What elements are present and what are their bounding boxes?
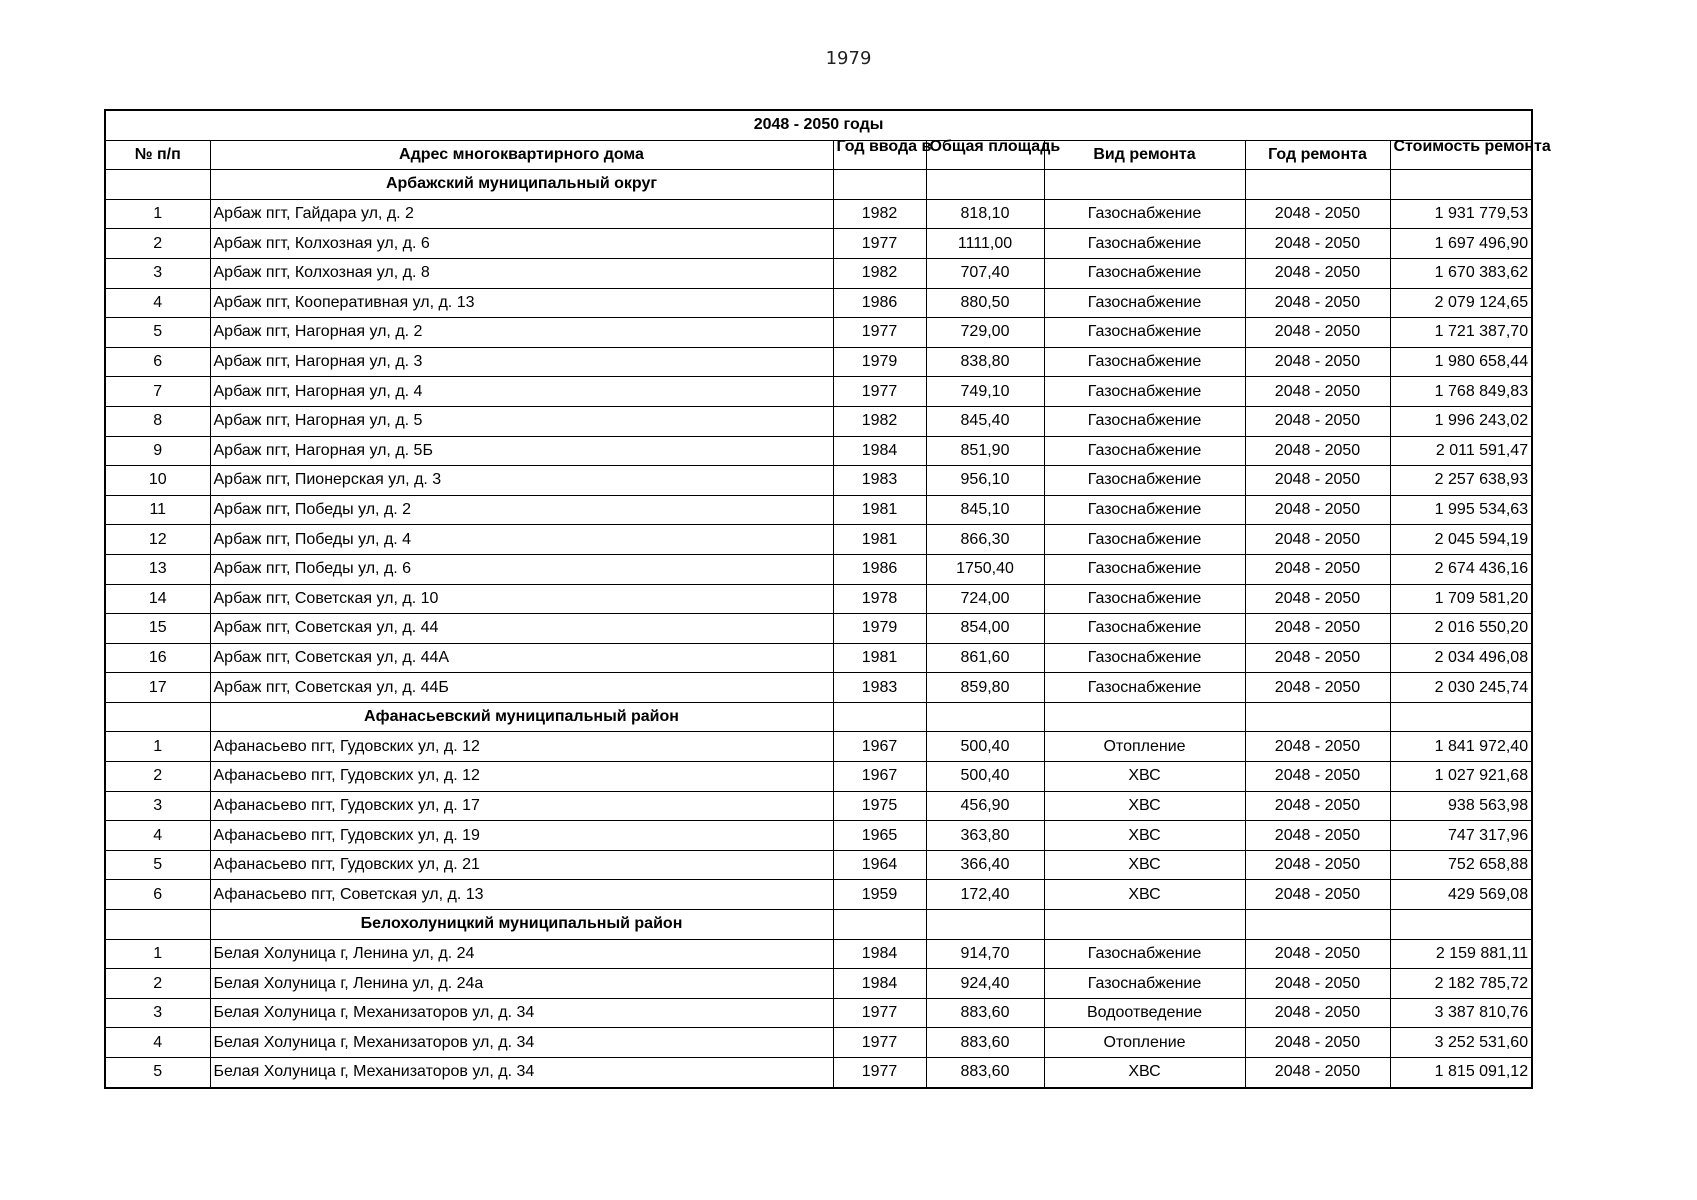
repair-type-cell: ХВС bbox=[1044, 1058, 1245, 1088]
table-row bbox=[105, 614, 1532, 644]
address-cell: Арбаж пгт, Советская ул, д. 44Б bbox=[210, 673, 833, 703]
empty-cell bbox=[833, 170, 926, 200]
year-built-cell: 1977 bbox=[833, 998, 926, 1028]
area-cell: 818,10 bbox=[926, 199, 1044, 229]
cost-cell: 3 387 810,76 bbox=[1390, 998, 1532, 1028]
area-cell: 1111,00 bbox=[926, 229, 1044, 259]
empty-cell bbox=[1245, 702, 1390, 732]
table-row bbox=[105, 495, 1532, 525]
area-cell: 1750,40 bbox=[926, 554, 1044, 584]
column-header-row bbox=[105, 140, 1532, 170]
row-number: 15 bbox=[105, 614, 210, 644]
row-number: 9 bbox=[105, 436, 210, 466]
row-number: 2 bbox=[105, 969, 210, 999]
row-number: 6 bbox=[105, 347, 210, 377]
area-cell: 172,40 bbox=[926, 880, 1044, 910]
address-cell: Арбаж пгт, Колхозная ул, д. 6 bbox=[210, 229, 833, 259]
empty-cell bbox=[105, 910, 210, 940]
repair-year-cell: 2048 - 2050 bbox=[1245, 643, 1390, 673]
repair-year-cell: 2048 - 2050 bbox=[1245, 762, 1390, 792]
address-cell: Арбаж пгт, Нагорная ул, д. 5 bbox=[210, 406, 833, 436]
year-built-cell: 1977 bbox=[833, 377, 926, 407]
repair-type-cell: Газоснабжение bbox=[1044, 318, 1245, 348]
address-cell: Арбаж пгт, Победы ул, д. 4 bbox=[210, 525, 833, 555]
row-number: 3 bbox=[105, 258, 210, 288]
year-built-cell: 1986 bbox=[833, 288, 926, 318]
year-built-cell: 1981 bbox=[833, 643, 926, 673]
empty-cell bbox=[1245, 910, 1390, 940]
empty-cell bbox=[1044, 910, 1245, 940]
table-row bbox=[105, 406, 1532, 436]
period-title: 2048 - 2050 годы bbox=[105, 110, 1532, 140]
address-cell: Белая Холуница г, Ленина ул, д. 24 bbox=[210, 939, 833, 969]
area-cell: 914,70 bbox=[926, 939, 1044, 969]
cost-cell: 1 841 972,40 bbox=[1390, 732, 1532, 762]
repair-type-cell: Газоснабжение bbox=[1044, 525, 1245, 555]
repair-type-cell: Газоснабжение bbox=[1044, 377, 1245, 407]
repair-year-cell: 2048 - 2050 bbox=[1245, 347, 1390, 377]
group-header-row bbox=[105, 910, 1532, 940]
address-cell: Арбаж пгт, Нагорная ул, д. 2 bbox=[210, 318, 833, 348]
address-cell: Афанасьево пгт, Гудовских ул, д. 12 bbox=[210, 732, 833, 762]
address-cell: Арбаж пгт, Кооперативная ул, д. 13 bbox=[210, 288, 833, 318]
table-row bbox=[105, 998, 1532, 1028]
cost-cell: 3 252 531,60 bbox=[1390, 1028, 1532, 1058]
address-cell: Арбаж пгт, Колхозная ул, д. 8 bbox=[210, 258, 833, 288]
table-row bbox=[105, 318, 1532, 348]
row-number: 5 bbox=[105, 1058, 210, 1088]
empty-cell bbox=[1390, 910, 1532, 940]
row-number: 1 bbox=[105, 939, 210, 969]
cost-cell: 1 670 383,62 bbox=[1390, 258, 1532, 288]
year-built-cell: 1977 bbox=[833, 318, 926, 348]
row-number: 3 bbox=[105, 791, 210, 821]
table-row bbox=[105, 525, 1532, 555]
row-number: 5 bbox=[105, 850, 210, 880]
cost-cell: 2 257 638,93 bbox=[1390, 466, 1532, 496]
row-number: 6 bbox=[105, 880, 210, 910]
empty-cell bbox=[926, 910, 1044, 940]
header-repair-type: Вид ремонта bbox=[1044, 140, 1245, 170]
row-number: 11 bbox=[105, 495, 210, 525]
year-built-cell: 1982 bbox=[833, 406, 926, 436]
group-title: Арбажский муниципальный округ bbox=[210, 170, 833, 200]
repair-year-cell: 2048 - 2050 bbox=[1245, 554, 1390, 584]
address-cell: Белая Холуница г, Механизаторов ул, д. 34 bbox=[210, 1058, 833, 1088]
empty-cell bbox=[1390, 702, 1532, 732]
area-cell: 861,60 bbox=[926, 643, 1044, 673]
repair-type-cell: ХВС bbox=[1044, 762, 1245, 792]
group-header-row bbox=[105, 702, 1532, 732]
group-title: Афанасьевский муниципальный район bbox=[210, 702, 833, 732]
table-row bbox=[105, 643, 1532, 673]
cost-cell: 938 563,98 bbox=[1390, 791, 1532, 821]
table-row bbox=[105, 850, 1532, 880]
repair-year-cell: 2048 - 2050 bbox=[1245, 288, 1390, 318]
row-number: 4 bbox=[105, 1028, 210, 1058]
repair-type-cell: ХВС bbox=[1044, 850, 1245, 880]
year-built-cell: 1982 bbox=[833, 258, 926, 288]
table-row bbox=[105, 969, 1532, 999]
repair-year-cell: 2048 - 2050 bbox=[1245, 377, 1390, 407]
row-number: 13 bbox=[105, 554, 210, 584]
table-row bbox=[105, 939, 1532, 969]
header-number: № п/п bbox=[105, 140, 210, 170]
header-year-built: Год ввода в bbox=[833, 140, 926, 170]
year-built-cell: 1984 bbox=[833, 939, 926, 969]
cost-cell: 2 159 881,11 bbox=[1390, 939, 1532, 969]
repair-type-cell: Отопление bbox=[1044, 1028, 1245, 1058]
address-cell: Афанасьево пгт, Гудовских ул, д. 17 bbox=[210, 791, 833, 821]
area-cell: 883,60 bbox=[926, 1058, 1044, 1088]
repair-year-cell: 2048 - 2050 bbox=[1245, 199, 1390, 229]
repair-year-cell: 2048 - 2050 bbox=[1245, 466, 1390, 496]
area-cell: 883,60 bbox=[926, 998, 1044, 1028]
address-cell: Белая Холуница г, Механизаторов ул, д. 34 bbox=[210, 1028, 833, 1058]
area-cell: 859,80 bbox=[926, 673, 1044, 703]
empty-cell bbox=[105, 702, 210, 732]
year-built-cell: 1977 bbox=[833, 229, 926, 259]
empty-cell bbox=[926, 170, 1044, 200]
repair-schedule-table bbox=[104, 109, 1551, 1089]
year-built-cell: 1983 bbox=[833, 466, 926, 496]
table-row bbox=[105, 229, 1532, 259]
area-cell: 838,80 bbox=[926, 347, 1044, 377]
table-row bbox=[105, 1028, 1532, 1058]
year-built-cell: 1967 bbox=[833, 762, 926, 792]
table-row bbox=[105, 554, 1532, 584]
address-cell: Арбаж пгт, Нагорная ул, д. 5Б bbox=[210, 436, 833, 466]
year-built-cell: 1959 bbox=[833, 880, 926, 910]
repair-type-cell: Газоснабжение bbox=[1044, 288, 1245, 318]
area-cell: 956,10 bbox=[926, 466, 1044, 496]
table-row bbox=[105, 762, 1532, 792]
repair-year-cell: 2048 - 2050 bbox=[1245, 969, 1390, 999]
repair-year-cell: 2048 - 2050 bbox=[1245, 673, 1390, 703]
repair-year-cell: 2048 - 2050 bbox=[1245, 1058, 1390, 1088]
cost-cell: 2 182 785,72 bbox=[1390, 969, 1532, 999]
page-number: 1979 bbox=[825, 48, 872, 69]
table-row bbox=[105, 673, 1532, 703]
empty-cell bbox=[1245, 170, 1390, 200]
repair-type-cell: Газоснабжение bbox=[1044, 614, 1245, 644]
repair-year-cell: 2048 - 2050 bbox=[1245, 821, 1390, 851]
cost-cell: 2 034 496,08 bbox=[1390, 643, 1532, 673]
repair-type-cell: Газоснабжение bbox=[1044, 406, 1245, 436]
table-row bbox=[105, 258, 1532, 288]
table-row bbox=[105, 821, 1532, 851]
repair-type-cell: Газоснабжение bbox=[1044, 229, 1245, 259]
repair-type-cell: ХВС bbox=[1044, 791, 1245, 821]
year-built-cell: 1965 bbox=[833, 821, 926, 851]
repair-year-cell: 2048 - 2050 bbox=[1245, 998, 1390, 1028]
area-cell: 880,50 bbox=[926, 288, 1044, 318]
area-cell: 707,40 bbox=[926, 258, 1044, 288]
repair-year-cell: 2048 - 2050 bbox=[1245, 495, 1390, 525]
year-built-cell: 1975 bbox=[833, 791, 926, 821]
year-built-cell: 1981 bbox=[833, 525, 926, 555]
cost-cell: 2 011 591,47 bbox=[1390, 436, 1532, 466]
table-row bbox=[105, 791, 1532, 821]
address-cell: Арбаж пгт, Пионерская ул, д. 3 bbox=[210, 466, 833, 496]
address-cell: Арбаж пгт, Победы ул, д. 6 bbox=[210, 554, 833, 584]
cost-cell: 1 709 581,20 bbox=[1390, 584, 1532, 614]
area-cell: 724,00 bbox=[926, 584, 1044, 614]
year-built-cell: 1984 bbox=[833, 436, 926, 466]
cost-cell: 2 674 436,16 bbox=[1390, 554, 1532, 584]
cost-cell: 747 317,96 bbox=[1390, 821, 1532, 851]
repair-type-cell: Газоснабжение bbox=[1044, 466, 1245, 496]
repair-year-cell: 2048 - 2050 bbox=[1245, 880, 1390, 910]
area-cell: 883,60 bbox=[926, 1028, 1044, 1058]
address-cell: Арбаж пгт, Нагорная ул, д. 4 bbox=[210, 377, 833, 407]
cost-cell: 1 027 921,68 bbox=[1390, 762, 1532, 792]
row-number: 3 bbox=[105, 998, 210, 1028]
address-cell: Афанасьево пгт, Советская ул, д. 13 bbox=[210, 880, 833, 910]
empty-cell bbox=[1044, 702, 1245, 732]
repair-year-cell: 2048 - 2050 bbox=[1245, 525, 1390, 555]
repair-type-cell: Газоснабжение bbox=[1044, 258, 1245, 288]
year-built-cell: 1983 bbox=[833, 673, 926, 703]
repair-year-cell: 2048 - 2050 bbox=[1245, 732, 1390, 762]
row-number: 17 bbox=[105, 673, 210, 703]
area-cell: 924,40 bbox=[926, 969, 1044, 999]
row-number: 2 bbox=[105, 762, 210, 792]
repair-type-cell: Газоснабжение bbox=[1044, 347, 1245, 377]
repair-type-cell: Газоснабжение bbox=[1044, 939, 1245, 969]
year-built-cell: 1984 bbox=[833, 969, 926, 999]
repair-type-cell: Газоснабжение bbox=[1044, 584, 1245, 614]
empty-cell bbox=[833, 702, 926, 732]
area-cell: 456,90 bbox=[926, 791, 1044, 821]
year-built-cell: 1981 bbox=[833, 495, 926, 525]
repair-type-cell: Газоснабжение bbox=[1044, 199, 1245, 229]
address-cell: Арбаж пгт, Победы ул, д. 2 bbox=[210, 495, 833, 525]
header-repair-year: Год ремонта bbox=[1245, 140, 1390, 170]
repair-year-cell: 2048 - 2050 bbox=[1245, 850, 1390, 880]
row-number: 5 bbox=[105, 318, 210, 348]
repair-type-cell: Газоснабжение bbox=[1044, 673, 1245, 703]
area-cell: 749,10 bbox=[926, 377, 1044, 407]
address-cell: Арбаж пгт, Советская ул, д. 44 bbox=[210, 614, 833, 644]
row-number: 16 bbox=[105, 643, 210, 673]
address-cell: Белая Холуница г, Ленина ул, д. 24а bbox=[210, 969, 833, 999]
cost-cell: 1 931 779,53 bbox=[1390, 199, 1532, 229]
group-header-row bbox=[105, 170, 1532, 200]
table-row bbox=[105, 466, 1532, 496]
area-cell: 866,30 bbox=[926, 525, 1044, 555]
year-built-cell: 1978 bbox=[833, 584, 926, 614]
row-number: 4 bbox=[105, 288, 210, 318]
repair-year-cell: 2048 - 2050 bbox=[1245, 1028, 1390, 1058]
repair-type-cell: Газоснабжение bbox=[1044, 495, 1245, 525]
row-number: 10 bbox=[105, 466, 210, 496]
repair-year-cell: 2048 - 2050 bbox=[1245, 406, 1390, 436]
repair-type-cell: Отопление bbox=[1044, 732, 1245, 762]
year-built-cell: 1986 bbox=[833, 554, 926, 584]
address-cell: Афанасьево пгт, Гудовских ул, д. 21 bbox=[210, 850, 833, 880]
cost-cell: 2 016 550,20 bbox=[1390, 614, 1532, 644]
row-number: 7 bbox=[105, 377, 210, 407]
year-built-cell: 1982 bbox=[833, 199, 926, 229]
repair-year-cell: 2048 - 2050 bbox=[1245, 939, 1390, 969]
table-row bbox=[105, 1058, 1532, 1088]
row-number: 1 bbox=[105, 199, 210, 229]
cost-cell: 1 995 534,63 bbox=[1390, 495, 1532, 525]
year-built-cell: 1977 bbox=[833, 1028, 926, 1058]
cost-cell: 2 079 124,65 bbox=[1390, 288, 1532, 318]
row-number: 8 bbox=[105, 406, 210, 436]
table-row bbox=[105, 288, 1532, 318]
year-built-cell: 1979 bbox=[833, 614, 926, 644]
repair-type-cell: ХВС bbox=[1044, 880, 1245, 910]
address-cell: Арбаж пгт, Гайдара ул, д. 2 bbox=[210, 199, 833, 229]
address-cell: Афанасьево пгт, Гудовских ул, д. 19 bbox=[210, 821, 833, 851]
table-row bbox=[105, 199, 1532, 229]
cost-cell: 1 980 658,44 bbox=[1390, 347, 1532, 377]
cost-cell: 1 996 243,02 bbox=[1390, 406, 1532, 436]
cost-cell: 429 569,08 bbox=[1390, 880, 1532, 910]
address-cell: Афанасьево пгт, Гудовских ул, д. 12 bbox=[210, 762, 833, 792]
table-row bbox=[105, 377, 1532, 407]
address-cell: Белая Холуница г, Механизаторов ул, д. 34 bbox=[210, 998, 833, 1028]
cost-cell: 2 030 245,74 bbox=[1390, 673, 1532, 703]
header-area: Общая площадь bbox=[926, 140, 1044, 170]
period-header-row bbox=[105, 110, 1532, 140]
cost-cell: 752 658,88 bbox=[1390, 850, 1532, 880]
header-address: Адрес многоквартирного дома bbox=[210, 140, 833, 170]
area-cell: 366,40 bbox=[926, 850, 1044, 880]
row-number: 2 bbox=[105, 229, 210, 259]
table-row bbox=[105, 880, 1532, 910]
year-built-cell: 1977 bbox=[833, 1058, 926, 1088]
area-cell: 500,40 bbox=[926, 762, 1044, 792]
row-number: 14 bbox=[105, 584, 210, 614]
table-row bbox=[105, 436, 1532, 466]
repair-year-cell: 2048 - 2050 bbox=[1245, 318, 1390, 348]
repair-type-cell: Газоснабжение bbox=[1044, 436, 1245, 466]
cost-cell: 1 768 849,83 bbox=[1390, 377, 1532, 407]
empty-cell bbox=[1390, 170, 1532, 200]
repair-type-cell: Газоснабжение bbox=[1044, 554, 1245, 584]
repair-year-cell: 2048 - 2050 bbox=[1245, 258, 1390, 288]
empty-cell bbox=[833, 910, 926, 940]
table-row bbox=[105, 347, 1532, 377]
cost-cell: 2 045 594,19 bbox=[1390, 525, 1532, 555]
cost-cell: 1 721 387,70 bbox=[1390, 318, 1532, 348]
repair-year-cell: 2048 - 2050 bbox=[1245, 229, 1390, 259]
cost-cell: 1 697 496,90 bbox=[1390, 229, 1532, 259]
year-built-cell: 1967 bbox=[833, 732, 926, 762]
repair-type-cell: ХВС bbox=[1044, 821, 1245, 851]
cost-cell: 1 815 091,12 bbox=[1390, 1058, 1532, 1088]
repair-type-cell: Газоснабжение bbox=[1044, 969, 1245, 999]
repair-year-cell: 2048 - 2050 bbox=[1245, 614, 1390, 644]
repair-type-cell: Водоотведение bbox=[1044, 998, 1245, 1028]
area-cell: 729,00 bbox=[926, 318, 1044, 348]
address-cell: Арбаж пгт, Советская ул, д. 44А bbox=[210, 643, 833, 673]
repair-type-cell: Газоснабжение bbox=[1044, 643, 1245, 673]
empty-cell bbox=[105, 170, 210, 200]
row-number: 4 bbox=[105, 821, 210, 851]
area-cell: 500,40 bbox=[926, 732, 1044, 762]
year-built-cell: 1964 bbox=[833, 850, 926, 880]
area-cell: 845,10 bbox=[926, 495, 1044, 525]
address-cell: Арбаж пгт, Нагорная ул, д. 3 bbox=[210, 347, 833, 377]
repair-year-cell: 2048 - 2050 bbox=[1245, 791, 1390, 821]
area-cell: 854,00 bbox=[926, 614, 1044, 644]
year-built-cell: 1979 bbox=[833, 347, 926, 377]
empty-cell bbox=[926, 702, 1044, 732]
table-row bbox=[105, 732, 1532, 762]
address-cell: Арбаж пгт, Советская ул, д. 10 bbox=[210, 584, 833, 614]
row-number: 12 bbox=[105, 525, 210, 555]
header-cost: Стоимость ремонта bbox=[1390, 140, 1532, 170]
repair-year-cell: 2048 - 2050 bbox=[1245, 584, 1390, 614]
empty-cell bbox=[1044, 170, 1245, 200]
row-number: 1 bbox=[105, 732, 210, 762]
table-row bbox=[105, 584, 1532, 614]
area-cell: 363,80 bbox=[926, 821, 1044, 851]
area-cell: 851,90 bbox=[926, 436, 1044, 466]
area-cell: 845,40 bbox=[926, 406, 1044, 436]
repair-year-cell: 2048 - 2050 bbox=[1245, 436, 1390, 466]
table-body bbox=[105, 170, 1532, 1088]
group-title: Белохолуницкий муниципальный район bbox=[210, 910, 833, 940]
